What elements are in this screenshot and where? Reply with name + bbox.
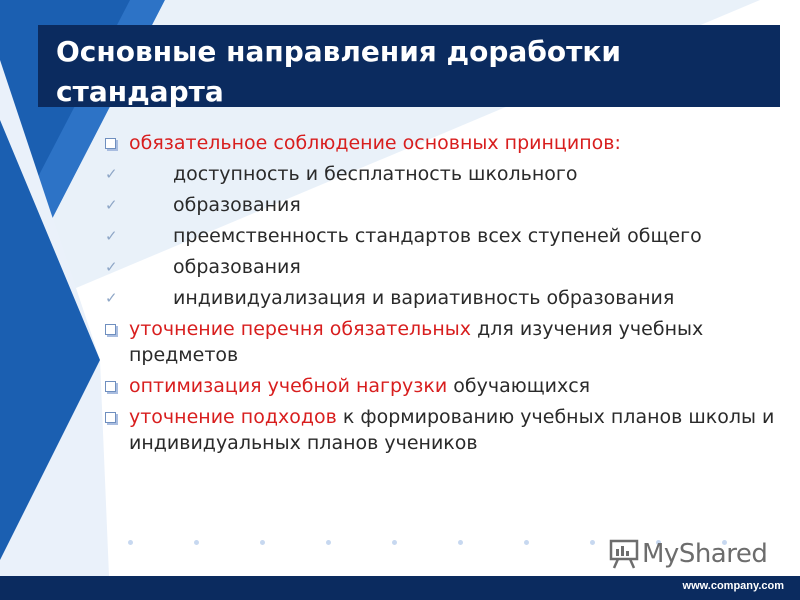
item-text: индивидуализация и вариативность образования bbox=[173, 287, 675, 309]
list-item bbox=[105, 130, 785, 156]
list-item bbox=[105, 373, 785, 399]
item-text: образования bbox=[173, 256, 301, 278]
checkmark-icon: ✓ bbox=[105, 196, 118, 214]
myshared-logo bbox=[608, 537, 767, 571]
list-item bbox=[105, 192, 785, 218]
checkmark-icon: ✓ bbox=[105, 258, 118, 276]
item-text: образования bbox=[173, 194, 301, 216]
list-item bbox=[105, 316, 785, 368]
item-text: уточнение перечня обязательных для изучения учебных предметов bbox=[129, 318, 704, 366]
presentation-board-icon bbox=[608, 537, 642, 571]
square-bullet-icon bbox=[105, 404, 129, 430]
footer-url: www.company.com bbox=[682, 580, 784, 592]
list-item bbox=[105, 223, 785, 249]
item-text: обязательное соблюдение основных принципов: bbox=[129, 132, 621, 154]
footer-bar bbox=[0, 576, 800, 600]
list-item bbox=[105, 285, 785, 311]
item-text: преемственность стандартов всех ступеней общего bbox=[173, 225, 702, 247]
square-bullet-icon bbox=[105, 316, 129, 342]
item-text: доступность и бесплатность школьного bbox=[173, 163, 578, 185]
square-bullet-icon bbox=[105, 130, 129, 156]
list-item bbox=[105, 161, 785, 187]
item-text: оптимизация учебной нагрузки обучающихся bbox=[129, 375, 591, 397]
title-banner bbox=[38, 25, 780, 107]
item-text: уточнение подходов к формированию учебных планов школы и индивидуальных планов учеников bbox=[129, 406, 775, 454]
bullet-list bbox=[105, 130, 785, 456]
checkmark-icon: ✓ bbox=[105, 227, 118, 245]
checkmark-icon: ✓ bbox=[105, 289, 118, 307]
checkmark-icon: ✓ bbox=[105, 165, 118, 183]
logo-text: MyShared bbox=[642, 539, 768, 569]
square-bullet-icon bbox=[105, 373, 129, 399]
list-item bbox=[105, 404, 785, 456]
slide-title: Основные направления доработки стандарта bbox=[56, 35, 621, 108]
list-item bbox=[105, 254, 785, 280]
